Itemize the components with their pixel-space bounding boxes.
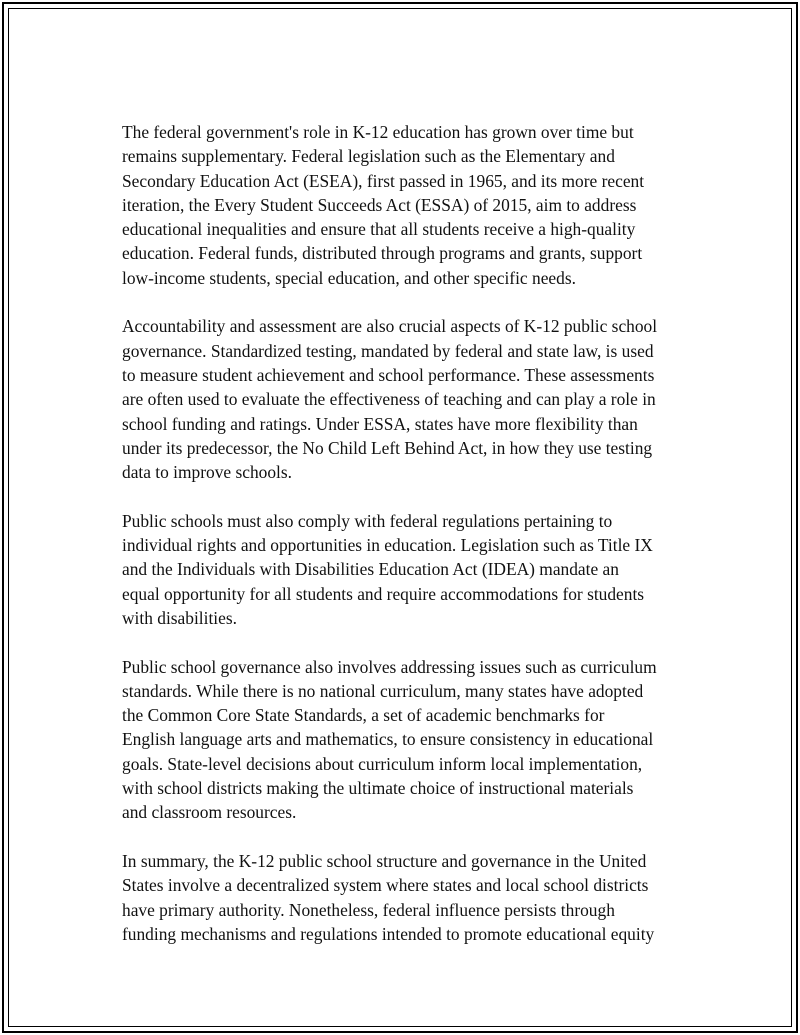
text-line: are often used to evaluate the effectiveness of teaching and can play a role in: [122, 389, 656, 410]
document-body: [122, 120, 702, 970]
paragraph-accountability: [122, 314, 702, 484]
text-line: with disabilities.: [122, 607, 237, 628]
text-line: standards. While there is no national curriculum, many states have adopted: [122, 680, 644, 701]
paragraph-federal-regulations: [122, 509, 702, 630]
text-line: States involve a decentralized system where states and local school districts: [122, 875, 649, 896]
text-line: governance. Standardized testing, mandated by federal and state law, is used: [122, 340, 654, 361]
text-line: under its predecessor, the No Child Left Behind Act, in how they use testing: [122, 437, 653, 458]
text-line: to measure student achievement and school performance. These assessments: [122, 364, 655, 385]
text-line: low-income students, special education, and other specific needs.: [122, 267, 576, 288]
text-line: Public schools must also comply with federal regulations pertaining to: [122, 510, 613, 531]
text-line: Secondary Education Act (ESEA), first passed in 1965, and its more recent: [122, 170, 645, 191]
text-line: iteration, the Every Student Succeeds Act (ESSA) of 2015, aim to address: [122, 194, 637, 215]
text-line: have primary authority. Nonetheless, federal influence persists through: [122, 899, 615, 920]
text-line: the Common Core State Standards, a set of academic benchmarks for: [122, 705, 605, 726]
text-line: Accountability and assessment are also crucial aspects of K-12 public school: [122, 316, 658, 337]
text-line: and classroom resources.: [122, 802, 297, 823]
page-frame: [2, 2, 798, 1033]
text-line: with school districts making the ultimate choice of instructional materials: [122, 778, 634, 799]
text-line: educational inequalities and ensure that all students receive a high-quality: [122, 219, 636, 240]
text-line: The federal government's role in K-12 education has grown over time but: [122, 122, 634, 142]
text-line: funding mechanisms and regulations intended to promote educational equity: [122, 923, 655, 944]
text-line: remains supplementary. Federal legislation such as the Elementary and: [122, 146, 615, 167]
text-line: Public school governance also involves addressing issues such as curriculum: [122, 656, 657, 677]
paragraph-curriculum-standards: [122, 655, 702, 825]
text-line: individual rights and opportunities in education. Legislation such as Title IX: [122, 535, 653, 556]
text-line: school funding and ratings. Under ESSA, states have more flexibility than: [122, 413, 638, 434]
text-line: education. Federal funds, distributed through programs and grants, support: [122, 243, 643, 264]
text-line: goals. State-level decisions about curriculum inform local implementation,: [122, 753, 643, 774]
text-line: In summary, the K-12 public school structure and governance in the United: [122, 850, 647, 871]
paragraph-federal-role: [122, 120, 702, 290]
text-line: and the Individuals with Disabilities Education Act (IDEA) mandate an: [122, 559, 619, 580]
text-line: English language arts and mathematics, to ensure consistency in educational: [122, 729, 654, 750]
text-line: equal opportunity for all students and require accommodations for students: [122, 583, 645, 604]
text-line: data to improve schools.: [122, 462, 293, 483]
paragraph-summary: [122, 849, 702, 946]
